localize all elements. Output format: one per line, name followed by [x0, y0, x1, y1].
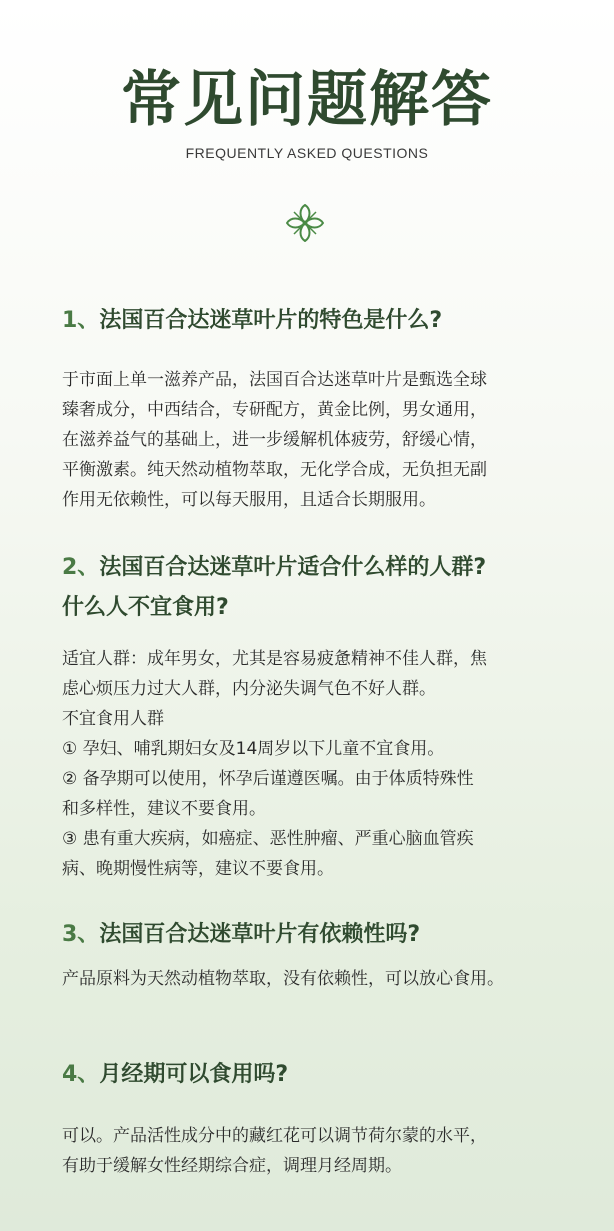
faq-answer-4: 可以。产品活性成分中的藏红花可以调节荷尔蒙的水平， 有助于缓解女性经期综合症，调理月经周期。 — [62, 1126, 487, 1176]
faq-question-1: 1、法国百合达迷草叶片的特色是什么? — [62, 308, 443, 333]
faq-question-3: 3、法国百合达迷草叶片有依赖性吗? — [62, 922, 421, 947]
flower-icon — [285, 203, 325, 243]
faq-answer-3: 产品原料为天然动植物萃取，没有依赖性，可以放心食用。 — [62, 969, 504, 989]
faq-question-2: 2、法国百合达迷草叶片适合什么样的人群? 什么人不宜食用? — [62, 555, 487, 620]
faq-answer-1: 于市面上单一滋养产品，法国百合达迷草叶片是甄选全球 臻奢成分，中西结合，专研配方，黄金比例，男女通用， 在滋养益气的基础上，进一步缓解机体疲劳，舒缓心情， 平衡激素。纯天然动植物萃取，无化学合成，无负担无副 作用无依赖性，可以每天服用，且适合长期服用。 — [62, 370, 487, 510]
faq-answer-2: 适宜人群：成年男女，尤其是容易疲惫精神不佳人群，焦 虑心烦压力过大人群，内分泌失调气色不好人群。 不宜食用人群 ① 孕妇、哺乳期妇女及14周岁以下儿童不宜食用。 ② 备孕期可以使用，怀孕后谨遵医嘱。由于体质特殊性 和多样性，建议不要食用。 ③ 患有重大疾病，如癌症、恶性肿瘤、严重心脑血管疾 病、晚期慢性病等，建议不要食用。 — [62, 649, 487, 879]
page-title: 常见问题解答 — [121, 65, 493, 135]
page-subtitle: FREQUENTLY ASKED QUESTIONS — [185, 145, 429, 161]
faq-question-4: 4、月经期可以食用吗? — [62, 1062, 289, 1087]
